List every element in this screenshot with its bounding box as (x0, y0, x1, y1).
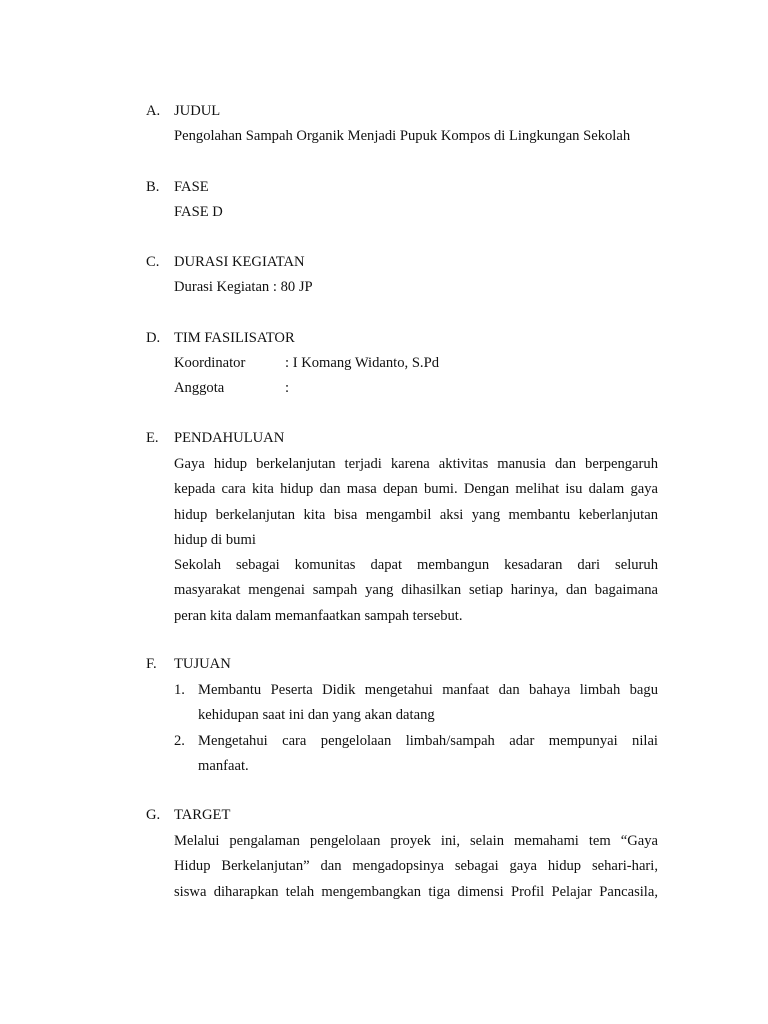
section-body (174, 452, 658, 629)
list-item (174, 729, 658, 780)
facilitator-label: Koordinator (174, 355, 246, 371)
paragraph (174, 452, 658, 553)
section-marker: B. (146, 179, 160, 195)
objectives-list (174, 678, 658, 779)
section-body (174, 275, 658, 300)
paragraph (174, 553, 658, 629)
section-body (174, 124, 658, 149)
section-marker: E. (146, 430, 159, 446)
section-marker: D. (146, 330, 161, 346)
section-body (174, 351, 658, 402)
facilitator-value: : I Komang Widanto, S.Pd (285, 355, 439, 371)
facilitator-row (174, 376, 658, 401)
text-line: Durasi Kegiatan : 80 JP (174, 279, 313, 295)
section-heading: TUJUAN (174, 656, 231, 672)
text-line: manfaat. (198, 757, 249, 774)
facilitator-value: : (285, 380, 290, 397)
text-line: kepada cara kita hidup dan masa depan bumi. Dengan melihat isu dalam gaya (174, 481, 658, 498)
section-body (174, 829, 658, 905)
section-marker: F. (146, 656, 157, 672)
section-body (174, 678, 658, 779)
section-marker: A. (146, 103, 161, 119)
list-item (174, 678, 658, 729)
text-line: Membantu Peserta Didik mengetahui manfaat dan bahaya limbah bagu (198, 682, 658, 698)
facilitator-row (174, 351, 658, 376)
section-marker: G. (146, 807, 161, 823)
text-line: hidup berkelanjutan kita bisa mengambil aksi yang membantu keberlanjutan (174, 506, 658, 523)
section-heading: PENDAHULUAN (174, 430, 285, 446)
text-line: Gaya hidup berkelanjutan terjadi karena aktivitas manusia dan berpengaruh (174, 456, 658, 472)
facilitator-label: Anggota (174, 380, 225, 397)
text-line: Mengetahui cara pengelolaan limbah/sampah adar mempunyai nilai (198, 732, 658, 749)
list-number: 2. (174, 732, 185, 749)
text-line: Pengolahan Sampah Organik Menjadi Pupuk Kompos di Lingkungan Sekolah (174, 128, 631, 144)
section-heading: FASE (174, 179, 209, 195)
text-line: hidup di bumi (174, 531, 256, 548)
section-heading: DURASI KEGIATAN (174, 254, 305, 270)
section-heading: TARGET (174, 807, 231, 823)
text-line: kehidupan saat ini dan yang akan datang (198, 707, 435, 724)
text-line: FASE D (174, 204, 223, 220)
section-heading: JUDUL (174, 103, 221, 119)
text-line: peran kita dalam memanfaatkan sampah tersebut. (174, 607, 463, 624)
text-line: Sekolah sebagai komunitas dapat membangun kesadaran dari seluruh (174, 557, 658, 574)
text-line: masyarakat mengenai sampah yang dihasilkan setiap harinya, dan bagaimana (174, 582, 658, 599)
section-body (174, 200, 658, 225)
section-marker: C. (146, 254, 160, 270)
text-line: Melalui pengalaman pengelolaan proyek ini, selain memahami tem “Gaya (174, 833, 658, 849)
text-line: Hidup Berkelanjutan” dan mengadopsinya sebagai gaya hidup sehari-hari, (174, 858, 658, 875)
section-heading: TIM FASILISATOR (174, 330, 295, 346)
text-line: siswa diharapkan telah mengembangkan tiga dimensi Profil Pelajar Pancasila, (174, 883, 658, 900)
list-number: 1. (174, 682, 185, 698)
